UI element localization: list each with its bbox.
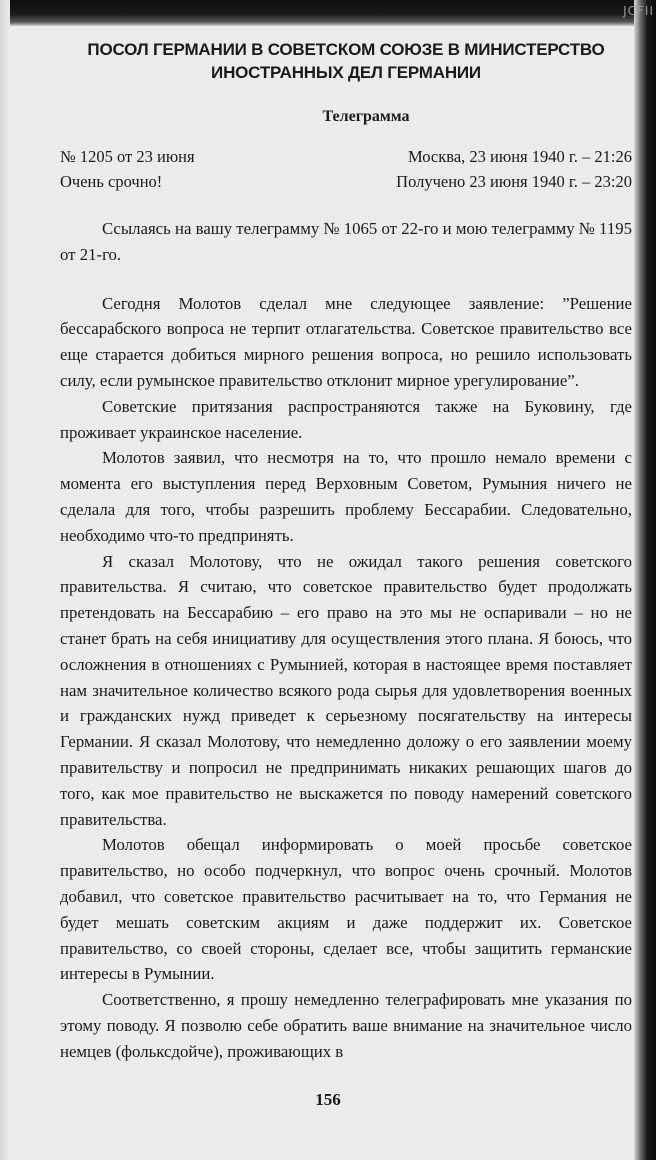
document-page xyxy=(60,38,632,1065)
paragraph-1: Ссылаясь на вашу телеграмму № 1065 от 22-го и мою телеграмму № 1195 от 21-го. xyxy=(60,219,632,264)
scan-corner-mark: JCFII xyxy=(623,4,654,18)
scan-right-shadow xyxy=(634,0,656,1160)
heading-line-2: ИНОСТРАННЫХ ДЕЛ ГЕРМАНИИ xyxy=(211,63,481,82)
telegram-sent: Москва, 23 июня 1940 г. – 21:26 xyxy=(408,147,632,166)
heading-line-1: ПОСОЛ ГЕРМАНИИ В СОВЕТСКОМ СОЮЗЕ В МИНИСТЕРСТВО xyxy=(87,40,605,59)
paragraph-4: Молотов заявил, что несмотря на то, что прошло немало времени с момента его выступления перед Верховным Советом, Румыния ничего не сделала для того, чтобы разрешить проблему Бессарабии. Следовательно, необходимо что-то предпринять. xyxy=(60,448,632,545)
telegram-meta xyxy=(60,144,632,194)
page-number: 156 xyxy=(315,1090,341,1109)
scan-left-edge xyxy=(0,0,10,1160)
meta-row-1 xyxy=(60,144,632,169)
telegram-body xyxy=(60,216,632,1065)
telegram-received: Получено 23 июня 1940 г. – 23:20 xyxy=(396,172,632,191)
paragraph-7: Соответственно, я прошу немедленно телеграфировать мне указания по этому поводу. Я позволю себе обратить ваше внимание на значительное число немцев (фольксдойче), проживающих в xyxy=(60,990,632,1061)
scan-top-shadow xyxy=(0,0,656,26)
meta-row-2 xyxy=(60,169,632,194)
document-type: Телеграмма xyxy=(322,108,410,125)
paragraph-2: Сегодня Молотов сделал мне следующее заявление: ”Решение бессарабского вопроса не терпит отлагательства. Советское правительство все еще старается добиться мирного решения вопроса, но решило использовать силу, если румынское правительство отклонит мирное урегулирование”. xyxy=(60,293,632,390)
document-heading xyxy=(60,38,632,84)
paragraph-3: Советские притязания распространяются также на Буковину, где проживает украинское население. xyxy=(60,396,632,442)
paragraph-6: Молотов обещал информировать о моей просьбе советское правительство, но особо подчеркнул, что вопрос очень срочный. Молотов добавил, что советское правительство расчитывает на то, что Германия не будет мешать советским акциям и даже поддержит их. Советское правительство, со своей стороны, сделает все, чтобы защитить германские интересы в Румынии. xyxy=(60,835,632,984)
paragraph-5: Я сказал Молотову, что не ожидал такого решения советского правительства. Я считаю, что советское правительство будет продолжать претендовать на Бессарабию – его право на это мы не оспаривали – но не станет брать на себя инициативу для осуществления этого плана. Я боюсь, что осложнения в отношениях с Румынией, которая в настоящее время поставляет нам значительное количество всякого рода сырья для удовлетворения военных и гражданских нужд приведет к серьезному посягательству на интересы Германии. Я сказал Молотову, что немедленно доложу о его заявлении моему правительству и попросил не предпринимать никаких решающих шагов до того, как мое правительство не выскажется по поводу намерений советского правительства. xyxy=(60,551,632,829)
telegram-urgency: Очень срочно! xyxy=(60,172,163,191)
telegram-number: № 1205 от 23 июня xyxy=(60,147,195,166)
